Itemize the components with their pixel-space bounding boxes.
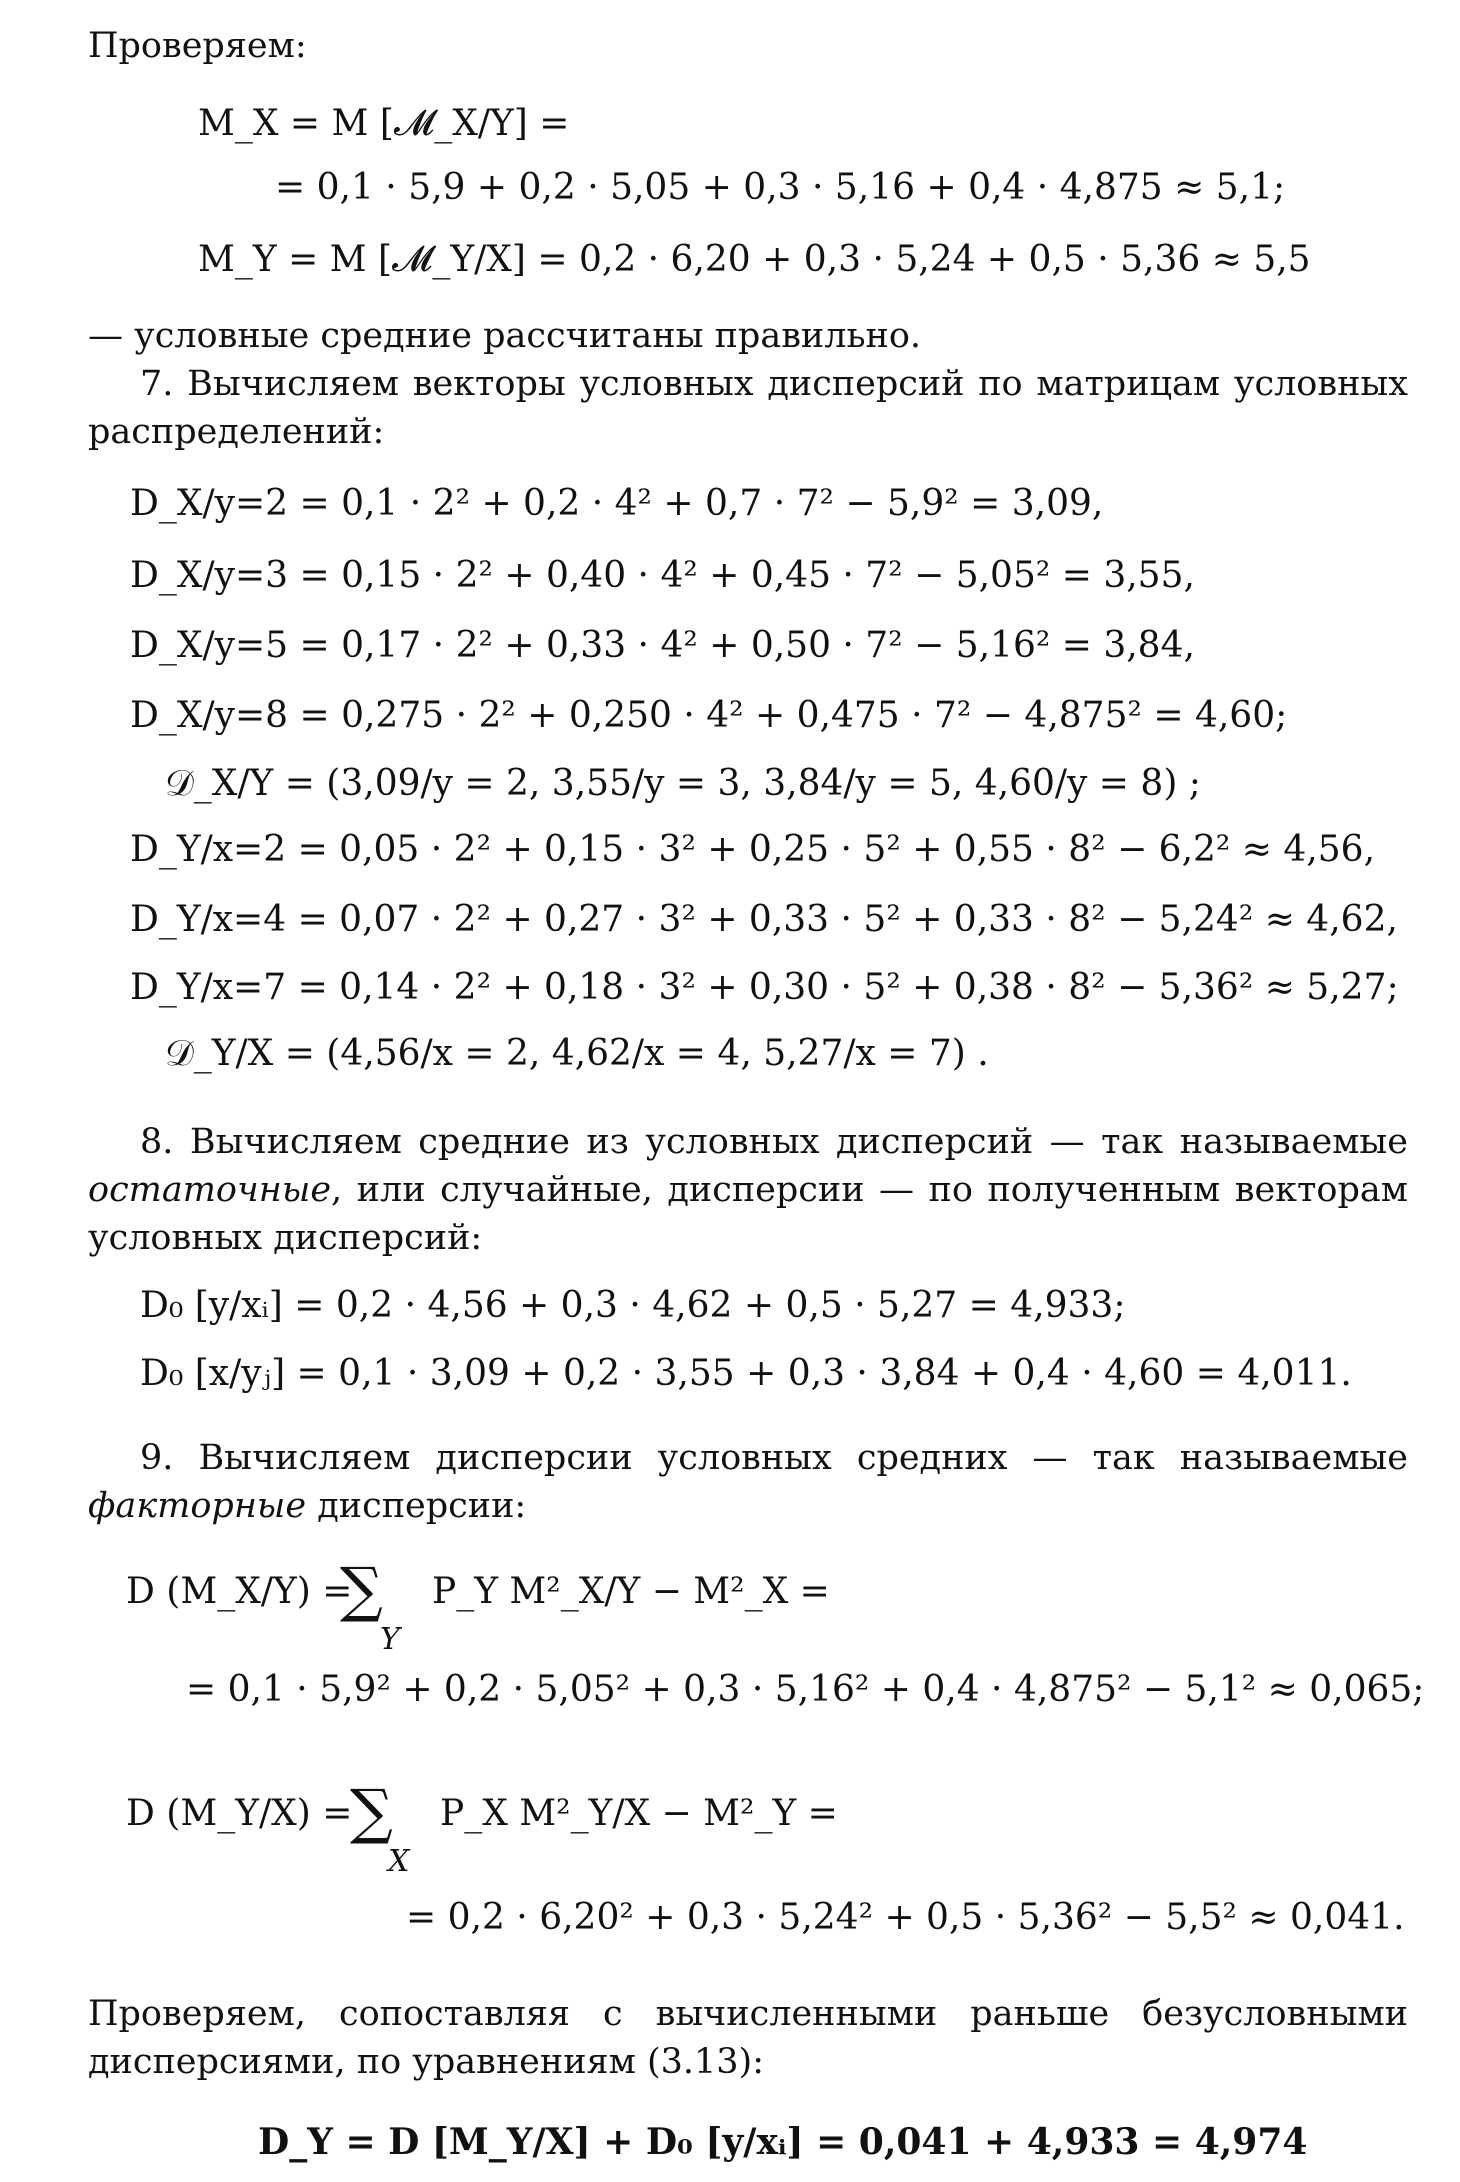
sum-index-y: Y xyxy=(380,1622,400,1657)
sum-sign-y: ∑ xyxy=(340,1555,383,1625)
factor-variance-y-lhs: D (M_Y/X) = xyxy=(126,1793,353,1834)
sum-index-x: X xyxy=(388,1844,410,1879)
factor-variance-y-computation: = 0,2 · 6,20² + 0,3 · 5,24² + 0,5 · 5,36² − 5,5² ≈ 0,041. xyxy=(406,1897,1405,1938)
step7-text: 7. Вычисляем векторы условных дисперсий по матрицам условных распределений: xyxy=(88,364,1408,452)
cond-variance-x-y5: D_X/y=5 = 0,17 · 2² + 0,33 · 4² + 0,50 · 7² − 5,16² = 3,84, xyxy=(130,625,1195,666)
step9-italic-term: факторные xyxy=(88,1486,307,1526)
cond-variance-x-y2: D_X/y=2 = 0,1 · 2² + 0,2 · 4² + 0,7 · 7² − 5,9² = 3,09, xyxy=(130,483,1104,524)
final-equation: D_Y = D [M_Y/X] + D₀ [y/xᵢ] = 0,041 + 4,933 = 4,974 xyxy=(258,2121,1308,2163)
factor-variance-x-lhs: D (M_X/Y) = xyxy=(126,1571,353,1612)
cond-variance-x-y3: D_X/y=3 = 0,15 · 2² + 0,40 · 4² + 0,45 · 7² − 5,05² = 3,55, xyxy=(130,555,1195,596)
cond-variance-y-x2: D_Y/x=2 = 0,05 · 2² + 0,15 · 3² + 0,25 · 5² + 0,55 · 8² − 6,2² ≈ 4,56, xyxy=(130,829,1376,870)
cond-variance-y-x4: D_Y/x=4 = 0,07 · 2² + 0,27 · 3² + 0,33 · 5² + 0,33 · 8² − 5,24² ≈ 4,62, xyxy=(130,899,1398,940)
intro-check-text: Проверяем: xyxy=(88,26,307,66)
step8-rest: , или случайные, дисперсии — по полученным векторам условных дисперсий: xyxy=(88,1170,1408,1258)
sum-sign-x: ∑ xyxy=(350,1777,393,1847)
step9-rest: дисперсии: xyxy=(306,1486,527,1526)
factor-variance-y-rhs: P_X M²_Y/X − M²_Y = xyxy=(440,1793,838,1834)
cond-variance-vector-x: 𝒟_X/Y = (3,09/y = 2, 3,55/y = 3, 3,84/y = 5, 4,60/y = 8) ; xyxy=(165,763,1201,804)
means-conclusion: — условные средние рассчитаны правильно. xyxy=(88,316,922,356)
mean-x-equation: M_X = M [𝓜_X/Y] = xyxy=(198,103,570,144)
cond-variance-vector-y: 𝒟_Y/X = (4,56/x = 2, 4,62/x = 4, 5,27/x = 7) . xyxy=(165,1033,989,1074)
step9-text xyxy=(88,1434,1408,1530)
cond-variance-x-y8: D_X/y=8 = 0,275 · 2² + 0,250 · 4² + 0,475 · 7² − 4,875² = 4,60; xyxy=(130,695,1288,736)
step9-intro: 9. Вычисляем дисперсии условных средних — так называемые xyxy=(140,1438,1408,1478)
residual-variance-x: D₀ [x/yⱼ] = 0,1 · 3,09 + 0,2 · 3,55 + 0,3 · 3,84 + 0,4 · 4,60 = 4,011. xyxy=(140,1353,1352,1394)
cond-variance-y-x7: D_Y/x=7 = 0,14 · 2² + 0,18 · 3² + 0,30 · 5² + 0,38 · 8² − 5,36² ≈ 5,27; xyxy=(130,967,1399,1008)
step8-italic-term: остаточные xyxy=(88,1170,332,1210)
mean-x-computation: = 0,1 · 5,9 + 0,2 · 5,05 + 0,3 · 5,16 + 0,4 · 4,875 ≈ 5,1; xyxy=(275,167,1286,208)
step8-text xyxy=(88,1118,1408,1262)
residual-variance-y: D₀ [y/xᵢ] = 0,2 · 4,56 + 0,3 · 4,62 + 0,5 · 5,27 = 4,933; xyxy=(140,1285,1126,1326)
step8-intro: 8. Вычисляем средние из условных дисперсий — так называемые xyxy=(140,1122,1408,1162)
factor-variance-x-rhs: P_Y M²_X/Y − M²_X = xyxy=(432,1571,830,1612)
factor-variance-x-computation: = 0,1 · 5,9² + 0,2 · 5,05² + 0,3 · 5,16² + 0,4 · 4,875² − 5,1² ≈ 0,065; xyxy=(186,1669,1425,1710)
final-check-text: Проверяем, сопоставляя с вычисленными раньше безусловными дисперсиями, по уравнениям (3.13): xyxy=(88,1994,1408,2082)
mean-y-equation: M_Y = M [𝓜_Y/X] = 0,2 · 6,20 + 0,3 · 5,24 + 0,5 · 5,36 ≈ 5,5 xyxy=(198,239,1311,280)
